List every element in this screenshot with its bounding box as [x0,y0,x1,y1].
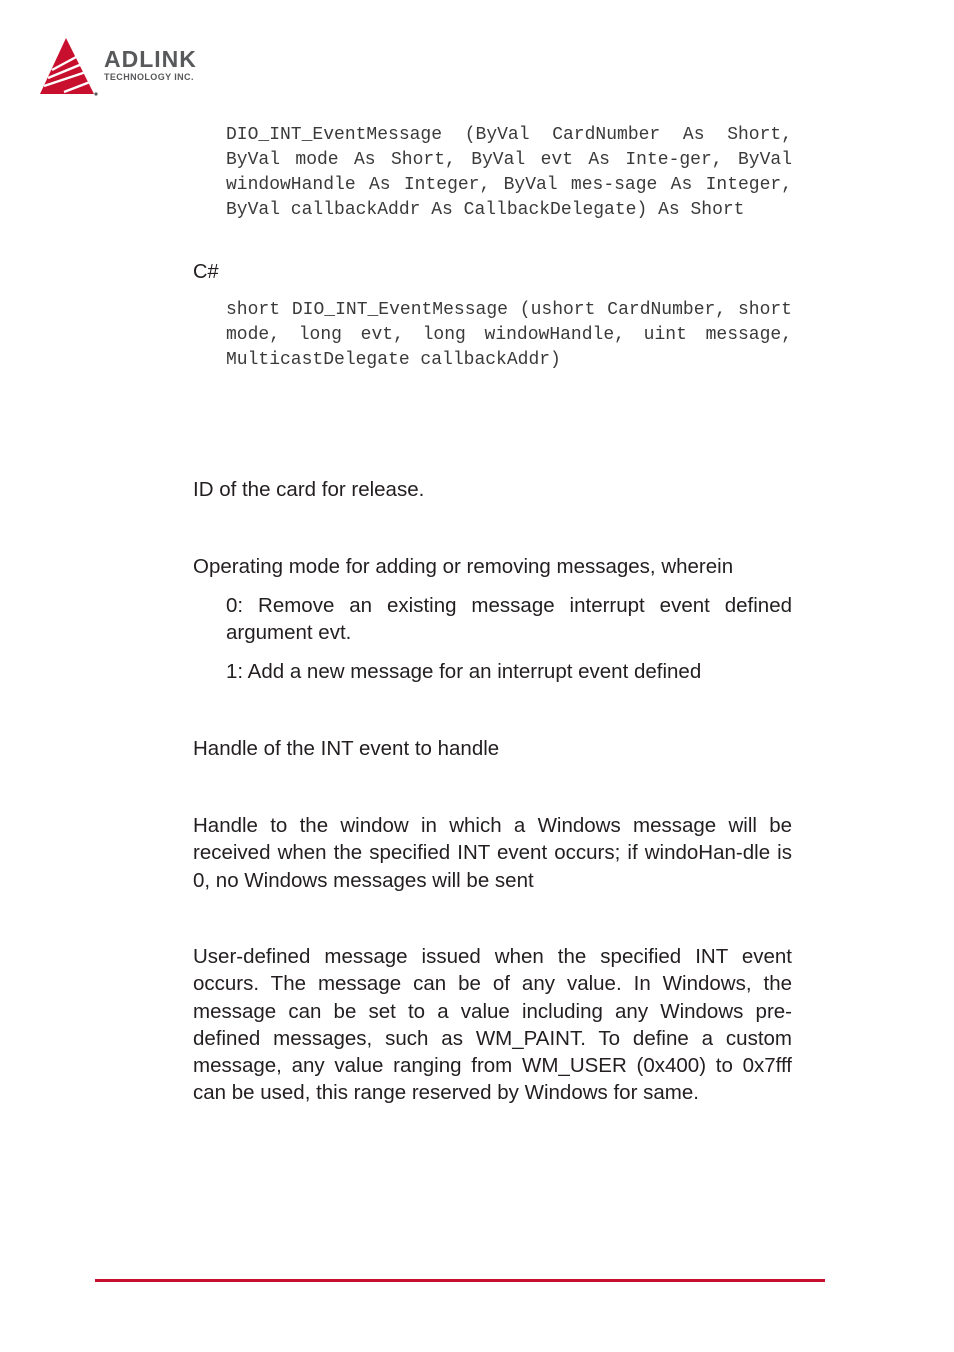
mode-description: Operating mode for adding or removing messages, wherein [193,555,734,578]
evt-description: Handle of the INT event to handle [193,737,500,760]
csharp-syntax-code: short DIO_INT_EventMessage (ushort CardNumber, short mode, long evt, long windowHandle, uint message, MulticastDelegate callbackAddr) [226,300,792,370]
card-number-description: ID of the card for release. [193,478,425,501]
csharp-label: C# [193,261,219,283]
footer-divider [95,1279,825,1282]
mode-option-1: 1: Add a new message for an interrupt event defined [226,660,702,683]
logo-wordmark: ADLINK [104,46,197,72]
adlink-logo [38,36,238,100]
logo-tagline: TECHNOLOGY INC. [104,72,194,82]
window-handle-description: Handle to the window in which a Windows message will be received when the specified INT event occurs; if windoHan-dle is 0, no Windows messages will be sent [193,814,792,892]
message-description: User-defined message issued when the specified INT event occurs. The message can be of any value. In Windows, the message can be set to a value including any Windows pre-defined messages, such as WM_PAINT. To define a custom message, any value ranging from WM_USER (0x400) to 0x7fff can be used, this range reserved by Windows for same. [193,945,792,1105]
mode-option-0: 0: Remove an existing message interrupt event defined argument evt. [226,594,792,645]
vb-syntax-code: DIO_INT_EventMessage (ByVal CardNumber As Short, ByVal mode As Short, ByVal evt As Inte-ger, ByVal windowHandle As Integer, ByVal mes-sage As Integer, ByVal callbackAddr As CallbackDelegate) As Short [226,125,792,220]
adlink-triangle-icon [38,36,102,98]
